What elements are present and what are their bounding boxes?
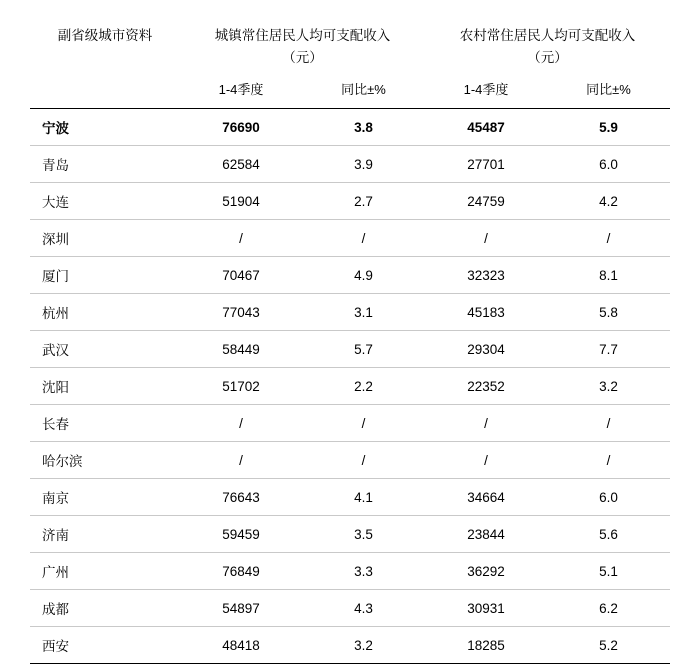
cell-rural-value: / <box>425 220 547 257</box>
cell-city: 深圳 <box>30 220 180 257</box>
cell-city: 南京 <box>30 479 180 516</box>
cell-rural-yoy: 7.7 <box>547 331 670 368</box>
cell-rural-value: / <box>425 405 547 442</box>
cell-urban-value: 76849 <box>180 553 302 590</box>
cell-city: 武汉 <box>30 331 180 368</box>
cell-rural-yoy: 5.1 <box>547 553 670 590</box>
header-sub-urban-quarters: 1-4季度 <box>218 82 264 98</box>
cell-rural-yoy: 6.2 <box>547 590 670 627</box>
cell-rural-value: 22352 <box>425 368 547 405</box>
header-urban-unit: （元） <box>282 49 323 65</box>
cell-city: 厦门 <box>30 257 180 294</box>
table-row <box>30 331 670 368</box>
cell-city: 济南 <box>30 516 180 553</box>
cell-rural-value: 32323 <box>425 257 547 294</box>
cell-rural-yoy: 5.2 <box>599 637 618 653</box>
header-rural-unit: （元） <box>527 49 568 65</box>
cell-rural-value: 36292 <box>425 553 547 590</box>
cell-city: 宁波 <box>30 109 180 146</box>
cell-urban-value: 51702 <box>180 368 302 405</box>
cell-urban-yoy: 4.9 <box>302 257 425 294</box>
cell-urban-value: 58449 <box>180 331 302 368</box>
cell-city: 广州 <box>30 553 180 590</box>
cell-rural-yoy: 6.0 <box>547 479 670 516</box>
cell-urban-value: / <box>180 405 302 442</box>
table-row <box>30 516 670 553</box>
cell-urban-yoy: / <box>302 405 425 442</box>
cell-urban-value: 51904 <box>180 183 302 220</box>
cell-urban-value: 70467 <box>180 257 302 294</box>
header-city: 副省级城市资料 <box>57 28 153 43</box>
cell-urban-yoy: 3.5 <box>302 516 425 553</box>
table-row <box>30 553 670 590</box>
cell-city: 青岛 <box>30 146 180 183</box>
table-row <box>30 590 670 627</box>
table-row <box>30 220 670 257</box>
cell-urban-value: / <box>180 220 302 257</box>
cell-rural-value: 24759 <box>425 183 547 220</box>
table-row <box>30 405 670 442</box>
cell-rural-value: / <box>425 442 547 479</box>
cell-rural-yoy: 6.0 <box>547 146 670 183</box>
cell-urban-yoy: / <box>302 442 425 479</box>
table-row <box>30 109 670 146</box>
cell-city: 哈尔滨 <box>30 442 180 479</box>
cell-rural-yoy: / <box>547 405 670 442</box>
cell-urban-yoy: 3.9 <box>302 146 425 183</box>
cell-city: 沈阳 <box>30 368 180 405</box>
cell-urban-value: 76643 <box>180 479 302 516</box>
header-sub-rural-yoy: 同比±% <box>586 82 631 98</box>
cell-city: 长春 <box>30 405 180 442</box>
table-row <box>30 479 670 516</box>
header-rural-income: 农村常住居民人均可支配收入 <box>459 28 636 43</box>
table-row <box>30 442 670 479</box>
cell-rural-yoy: / <box>547 442 670 479</box>
cell-urban-value: 54897 <box>180 590 302 627</box>
header-main-row <box>30 24 670 47</box>
header-sub-city <box>30 73 180 108</box>
income-statistics-table <box>30 24 670 663</box>
cell-rural-yoy: / <box>547 220 670 257</box>
cell-rural-value: 30931 <box>425 590 547 627</box>
cell-rural-value: 29304 <box>425 331 547 368</box>
cell-urban-value: 62584 <box>180 146 302 183</box>
cell-urban-yoy: 3.8 <box>302 109 425 146</box>
table-row <box>30 368 670 405</box>
cell-rural-yoy: 5.6 <box>547 516 670 553</box>
header-urban-income: 城镇常住居民人均可支配收入 <box>214 28 391 43</box>
cell-urban-yoy: 2.7 <box>302 183 425 220</box>
cell-urban-yoy: 4.3 <box>302 590 425 627</box>
cell-urban-yoy: 3.3 <box>302 553 425 590</box>
cell-urban-yoy: 5.7 <box>302 331 425 368</box>
cell-city: 西安 <box>42 639 69 655</box>
table-row <box>30 183 670 220</box>
table-row <box>30 627 670 664</box>
cell-city: 大连 <box>30 183 180 220</box>
cell-rural-value: 34664 <box>425 479 547 516</box>
cell-rural-yoy: 8.1 <box>547 257 670 294</box>
cell-rural-value: 45487 <box>425 109 547 146</box>
cell-urban-value: 77043 <box>180 294 302 331</box>
cell-rural-yoy: 3.2 <box>547 368 670 405</box>
cell-rural-value: 45183 <box>425 294 547 331</box>
header-unit-row <box>30 47 670 74</box>
table-row <box>30 257 670 294</box>
cell-urban-yoy: 3.1 <box>302 294 425 331</box>
cell-rural-yoy: 4.2 <box>547 183 670 220</box>
cell-rural-yoy: 5.9 <box>547 109 670 146</box>
table-header <box>30 24 670 109</box>
header-sub-urban-yoy: 同比±% <box>341 82 386 98</box>
cell-rural-value: 27701 <box>425 146 547 183</box>
cell-urban-value: 76690 <box>180 109 302 146</box>
cell-urban-yoy: 4.1 <box>302 479 425 516</box>
cell-urban-value: / <box>180 442 302 479</box>
cell-urban-yoy: 3.2 <box>354 637 373 653</box>
cell-city: 成都 <box>30 590 180 627</box>
header-sub-row <box>30 73 670 108</box>
cell-urban-value: 48418 <box>222 637 260 653</box>
table-row <box>30 294 670 331</box>
table-row <box>30 146 670 183</box>
cell-urban-yoy: 2.2 <box>302 368 425 405</box>
cell-city: 杭州 <box>30 294 180 331</box>
cell-rural-yoy: 5.8 <box>547 294 670 331</box>
cell-urban-yoy: / <box>302 220 425 257</box>
cell-rural-value: 18285 <box>467 637 505 653</box>
header-sub-rural-quarters: 1-4季度 <box>463 82 509 98</box>
header-city-unit-spacer <box>30 47 180 74</box>
cell-rural-value: 23844 <box>425 516 547 553</box>
cell-urban-value: 59459 <box>180 516 302 553</box>
table-body <box>30 109 670 664</box>
